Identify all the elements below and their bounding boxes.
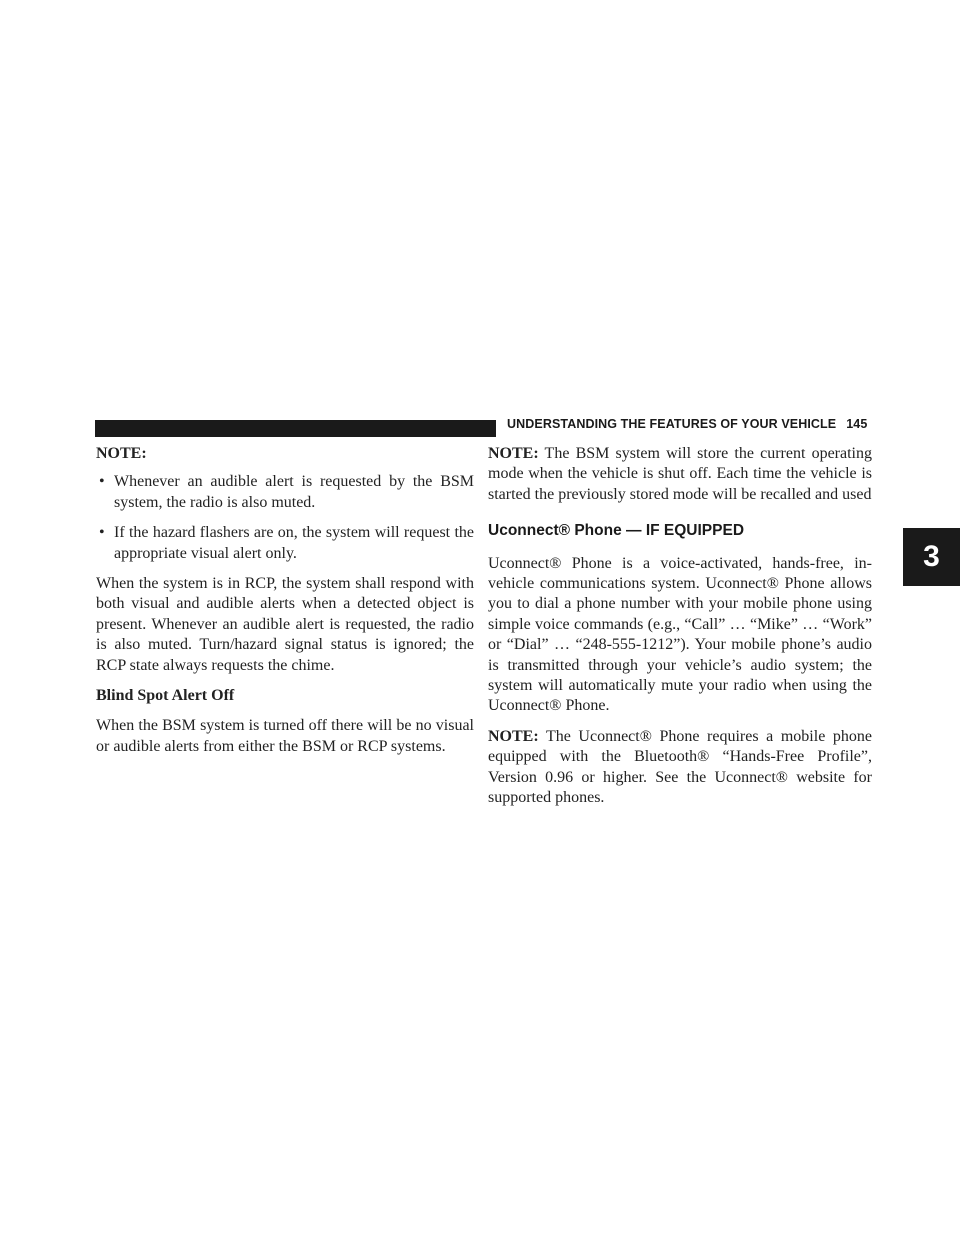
list-item [96,472,474,513]
running-header [507,417,867,431]
header-bar [95,420,496,437]
bsm-note [488,444,872,505]
note-label: NOTE: [488,727,539,745]
rcp-paragraph: When the system is in RCP, the system shall respond with both visual and audible alerts when a detected object is present. Whenever an audible alert is requested, the radio is also muted. Turn/hazard signal status is ignored; the RCP state always requests the chime. [96,575,474,674]
note-label: NOTE: [96,445,147,462]
bullet-text: If the hazard flashers are on, the system will request the appropriate visual alert only. [114,524,474,562]
uconnect-note [488,727,872,809]
note-text: The Uconnect® Phone requires a mobile phone equipped with the Bluetooth® “Hands-Free Profile”, Version 0.96 or higher. See the Uconnect® website for supported phones. [488,727,872,807]
uconnect-section-title: Uconnect® Phone — IF EQUIPPED [488,522,745,540]
note-bullet-list [96,472,474,564]
right-column [488,444,872,819]
bullet-icon: • [99,524,105,542]
note-label: NOTE: [488,445,539,462]
page-number: 145 [846,417,868,431]
list-item [96,523,474,564]
uconnect-paragraph: Uconnect® Phone is a voice-activated, hands-free, in-vehicle communications system. Uconnect® Phone allows you to dial a phone number with your mobile phone using simple voice commands (e.g., “Call” … “Mike” … “Work” or “Dial” … “248-555-1212”). Your mobile phone’s audio is transmitted through your vehicle’s audio system; the system will automatically mute your radio when using the Uconnect® Phone. [488,554,872,715]
blind-spot-off-heading: Blind Spot Alert Off [96,687,235,705]
bullet-icon: • [99,473,105,491]
left-column [96,444,474,767]
note-text: The BSM system will store the current operating mode when the vehicle is shut off. Each time the vehicle is started the previously stored mode will be recalled and used [488,445,872,503]
bsm-off-paragraph: When the BSM system is turned off there will be no visual or audible alerts from either the BSM or RCP systems. [96,717,474,755]
header-title: UNDERSTANDING THE FEATURES OF YOUR VEHICLE [507,417,837,431]
chapter-tab: 3 [903,528,960,586]
bullet-text: Whenever an audible alert is requested by the BSM system, the radio is also muted. [114,473,474,511]
